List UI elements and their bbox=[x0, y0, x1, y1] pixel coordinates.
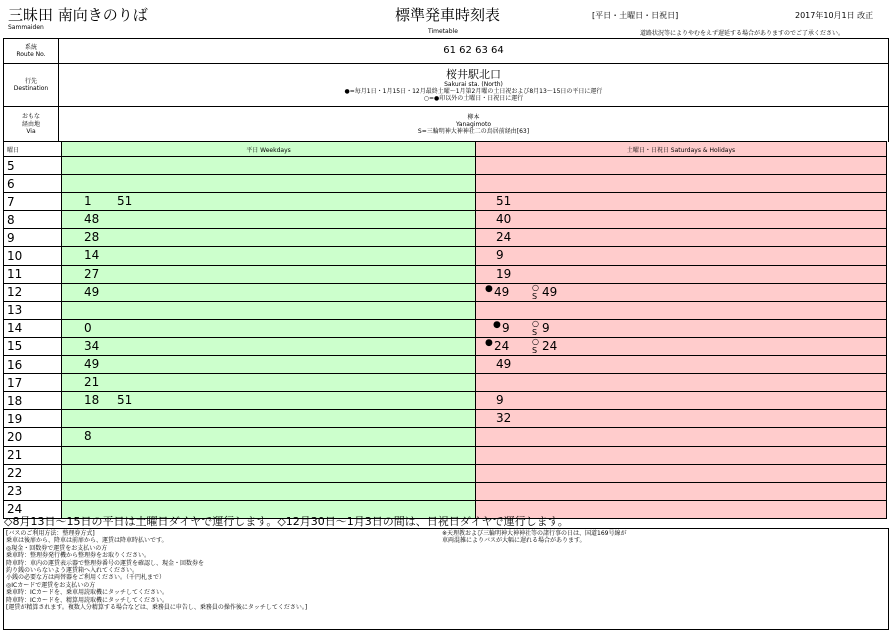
departure-minute: 1 bbox=[84, 194, 92, 209]
departure-minute: 14 bbox=[84, 248, 100, 263]
holiday-departures bbox=[476, 265, 887, 283]
via-label: おもな bbox=[21, 113, 40, 121]
timetable-row bbox=[4, 428, 887, 446]
weekday-departures bbox=[62, 175, 476, 193]
route-numbers: 61 62 63 64 bbox=[443, 45, 504, 56]
revision-date: 2017年10月1日 改正 bbox=[795, 11, 874, 20]
weekday-departures bbox=[62, 283, 476, 301]
hour-cell: 5 bbox=[4, 157, 62, 175]
timetable-row bbox=[4, 175, 887, 193]
hour-cell: 17 bbox=[4, 374, 62, 392]
boarding-instructions bbox=[6, 530, 307, 611]
destination-name-en: Sakurai sta. (North) bbox=[444, 80, 503, 88]
departure-minute: 32 bbox=[496, 411, 512, 426]
holiday-departures bbox=[476, 428, 887, 446]
holiday-departures bbox=[476, 319, 887, 337]
hour-cell: 19 bbox=[4, 410, 62, 428]
timetable-row bbox=[4, 374, 887, 392]
timetable-row bbox=[4, 265, 887, 283]
weekday-departures bbox=[62, 482, 476, 500]
weekday-departures bbox=[62, 446, 476, 464]
info-line: [バスのご利用方法：整理券方式] bbox=[6, 530, 95, 537]
holiday-departures bbox=[476, 464, 887, 482]
weekday-departures bbox=[62, 428, 476, 446]
day-types: [平日・土曜日・日祝日] bbox=[592, 11, 679, 20]
holiday-departures bbox=[476, 193, 887, 211]
holiday-departures bbox=[476, 392, 887, 410]
departure-minute: 49 bbox=[84, 357, 100, 372]
timetable-row bbox=[4, 482, 887, 500]
dot-mark-icon: ● bbox=[485, 337, 493, 348]
stop-name-roman: Sammaiden bbox=[8, 24, 44, 31]
via-note: S=三輪明神大神神社二の鳥居前経由[63] bbox=[417, 128, 530, 136]
destination-label-en: Destination bbox=[13, 85, 49, 92]
holiday-departures bbox=[476, 374, 887, 392]
info-line: 乗車時：ICカードを、乗車用読取機にタッチしてください。 bbox=[6, 589, 168, 597]
departure-minute: 9 bbox=[542, 320, 550, 335]
holiday-departures bbox=[476, 356, 887, 374]
via-row bbox=[3, 106, 889, 142]
holiday-departures bbox=[476, 283, 887, 301]
departure-minute: 49 bbox=[542, 284, 558, 299]
departure-minute: 21 bbox=[84, 375, 100, 390]
info-line: 降車時：車内の運賃表示器で整理券番号の運賃を確認し、現金・回数券を bbox=[6, 559, 205, 567]
holiday-departures bbox=[476, 211, 887, 229]
destination-note-dot: ●=毎月1日・1月15日・12月最終土曜～1月第2月曜の土日祝および8月13～15日の平日に運行 bbox=[344, 88, 603, 95]
info-line: 降車時：ICカードを、精算用読取機にタッチしてください。 bbox=[6, 596, 168, 604]
open-mark-icon: ○ S bbox=[532, 336, 539, 355]
hour-column-header: 曜日 bbox=[4, 142, 62, 157]
hour-cell: 9 bbox=[4, 229, 62, 247]
info-line: 釣り銭のいらないよう運賃箱へ入れてください。 bbox=[6, 567, 139, 575]
hour-cell: 20 bbox=[4, 428, 62, 446]
info-line: 乗車時：整理券発行機から整理券をお取りください。 bbox=[6, 552, 151, 560]
departure-minute: 51 bbox=[117, 194, 133, 209]
page-title-en: Timetable bbox=[428, 28, 458, 35]
destination-name: 桜井駅北口 bbox=[446, 67, 501, 81]
hour-cell: 12 bbox=[4, 283, 62, 301]
hour-cell: 15 bbox=[4, 337, 62, 355]
weekday-departures bbox=[62, 157, 476, 175]
stop-name: 三昧田 南向きのりば bbox=[8, 6, 148, 24]
timetable bbox=[3, 141, 887, 519]
via-label-en: Via bbox=[26, 128, 36, 136]
hour-cell: 7 bbox=[4, 193, 62, 211]
timetable-row bbox=[4, 247, 887, 265]
delay-notice: 道路状況等によりやむをえず遅延する場合がありますのでご了承ください。 bbox=[640, 30, 845, 37]
departure-minute: 49 bbox=[84, 284, 100, 299]
weekday-departures bbox=[62, 211, 476, 229]
departure-minute: 8 bbox=[84, 429, 92, 444]
route-label: 系統 bbox=[24, 43, 37, 51]
holiday-departures bbox=[476, 410, 887, 428]
timetable-row bbox=[4, 211, 887, 229]
usage-info-box bbox=[3, 528, 889, 630]
destination-note-open: ○=●印以外の土曜日・日祝日に運行 bbox=[423, 95, 524, 103]
timetable-row bbox=[4, 356, 887, 374]
departure-minute: 0 bbox=[84, 320, 92, 335]
departure-minute: 51 bbox=[496, 194, 512, 209]
hour-cell: 16 bbox=[4, 356, 62, 374]
info-line: 小銭の必要な方は両替器をご利用ください。（千円札まで） bbox=[6, 574, 166, 582]
timetable-row bbox=[4, 410, 887, 428]
hour-cell: 22 bbox=[4, 464, 62, 482]
departure-minute: 24 bbox=[542, 338, 558, 353]
info-line: ※天理教および三輪明神大神神社等の諸行事の日は、国道169号線が bbox=[442, 530, 627, 537]
timetable-row bbox=[4, 157, 887, 175]
route-row bbox=[3, 38, 889, 63]
holiday-departures bbox=[476, 229, 887, 247]
holiday-departures bbox=[476, 247, 887, 265]
departure-minute: 9 bbox=[496, 393, 504, 408]
weekday-departures bbox=[62, 337, 476, 355]
via-place-en: Yanagimoto bbox=[455, 120, 491, 128]
hour-cell: 13 bbox=[4, 301, 62, 319]
holiday-departures bbox=[476, 301, 887, 319]
weekdays-column-header: 平日 Weekdays bbox=[62, 142, 476, 157]
hour-cell: 18 bbox=[4, 392, 62, 410]
route-label-en: Route No. bbox=[16, 51, 46, 58]
holiday-departures bbox=[476, 175, 887, 193]
timetable-row bbox=[4, 392, 887, 410]
holiday-departures bbox=[476, 157, 887, 175]
hour-cell: 10 bbox=[4, 247, 62, 265]
departure-minute: 9 bbox=[502, 320, 510, 335]
departure-minute: 49 bbox=[496, 357, 512, 372]
departure-minute: 51 bbox=[117, 393, 133, 408]
event-delay-note bbox=[442, 530, 626, 545]
hour-cell: 21 bbox=[4, 446, 62, 464]
departure-minute: 9 bbox=[496, 248, 504, 263]
dot-mark-icon: ● bbox=[493, 319, 501, 330]
holiday-departures bbox=[476, 337, 887, 355]
weekday-departures bbox=[62, 229, 476, 247]
departure-minute: 27 bbox=[84, 266, 100, 281]
page-title: 標準発車時刻表 bbox=[395, 6, 501, 24]
info-line: [運賃が精算されます。複数人分精算する場合などは、乗務員に申告し、乗務員の操作後にタッチしてください。] bbox=[6, 604, 308, 612]
timetable-row bbox=[4, 464, 887, 482]
departure-minute: 40 bbox=[496, 212, 512, 227]
holiday-departures bbox=[476, 482, 887, 500]
weekday-departures bbox=[62, 193, 476, 211]
destination-label: 行先 bbox=[24, 77, 37, 85]
timetable-row bbox=[4, 229, 887, 247]
holidays-column-header: 土曜日・日祝日 Saturdays & Holidays bbox=[476, 142, 887, 157]
info-line: ◎現金・回数券で運賃をお支払いの方 bbox=[6, 544, 108, 552]
departure-minute: 49 bbox=[494, 284, 510, 299]
hour-cell: 8 bbox=[4, 211, 62, 229]
timetable-row bbox=[4, 301, 887, 319]
departure-minute: 24 bbox=[494, 338, 510, 353]
timetable-row bbox=[4, 446, 887, 464]
hour-cell: 24 bbox=[4, 500, 62, 518]
weekday-departures bbox=[62, 392, 476, 410]
via-place: 柳本 bbox=[467, 113, 480, 121]
operation-note: ◇8月13日～15日の平日は土曜日ダイヤで運行します。◇12月30日～1月3日の間は、日祝日ダイヤで運行します。 bbox=[4, 515, 569, 528]
timetable-header-row bbox=[4, 142, 887, 157]
timetable-row bbox=[4, 193, 887, 211]
departure-minute: 18 bbox=[84, 393, 100, 408]
hour-cell: 11 bbox=[4, 265, 62, 283]
open-mark-icon: ○ S bbox=[532, 282, 539, 301]
holiday-departures bbox=[476, 446, 887, 464]
departure-minute: 19 bbox=[496, 266, 512, 281]
hour-cell: 6 bbox=[4, 175, 62, 193]
weekday-departures bbox=[62, 247, 476, 265]
open-mark-icon: ○ S bbox=[532, 318, 539, 337]
hour-cell: 23 bbox=[4, 482, 62, 500]
weekday-departures bbox=[62, 319, 476, 337]
departure-minute: 34 bbox=[84, 338, 100, 353]
info-line: 車両混雑によりバスが大幅に遅れる場合があります。 bbox=[442, 537, 586, 545]
destination-row bbox=[3, 63, 889, 106]
weekday-departures bbox=[62, 301, 476, 319]
hour-cell: 14 bbox=[4, 319, 62, 337]
weekday-departures bbox=[62, 464, 476, 482]
info-line: ◎ICカードで運賃をお支払いの方 bbox=[6, 581, 96, 589]
info-line: 乗車は後扉から、降車は前扉から、運賃は降車時払いです。 bbox=[6, 537, 168, 545]
departure-minute: 24 bbox=[496, 230, 512, 245]
weekday-departures bbox=[62, 374, 476, 392]
timetable-row bbox=[4, 283, 887, 301]
via-label2: 経由地 bbox=[21, 120, 40, 128]
weekday-departures bbox=[62, 410, 476, 428]
timetable-row bbox=[4, 319, 887, 337]
departure-minute: 48 bbox=[84, 212, 100, 227]
dot-mark-icon: ● bbox=[485, 283, 493, 294]
departure-minute: 28 bbox=[84, 230, 100, 245]
weekday-departures bbox=[62, 265, 476, 283]
weekday-departures bbox=[62, 356, 476, 374]
timetable-row bbox=[4, 337, 887, 355]
